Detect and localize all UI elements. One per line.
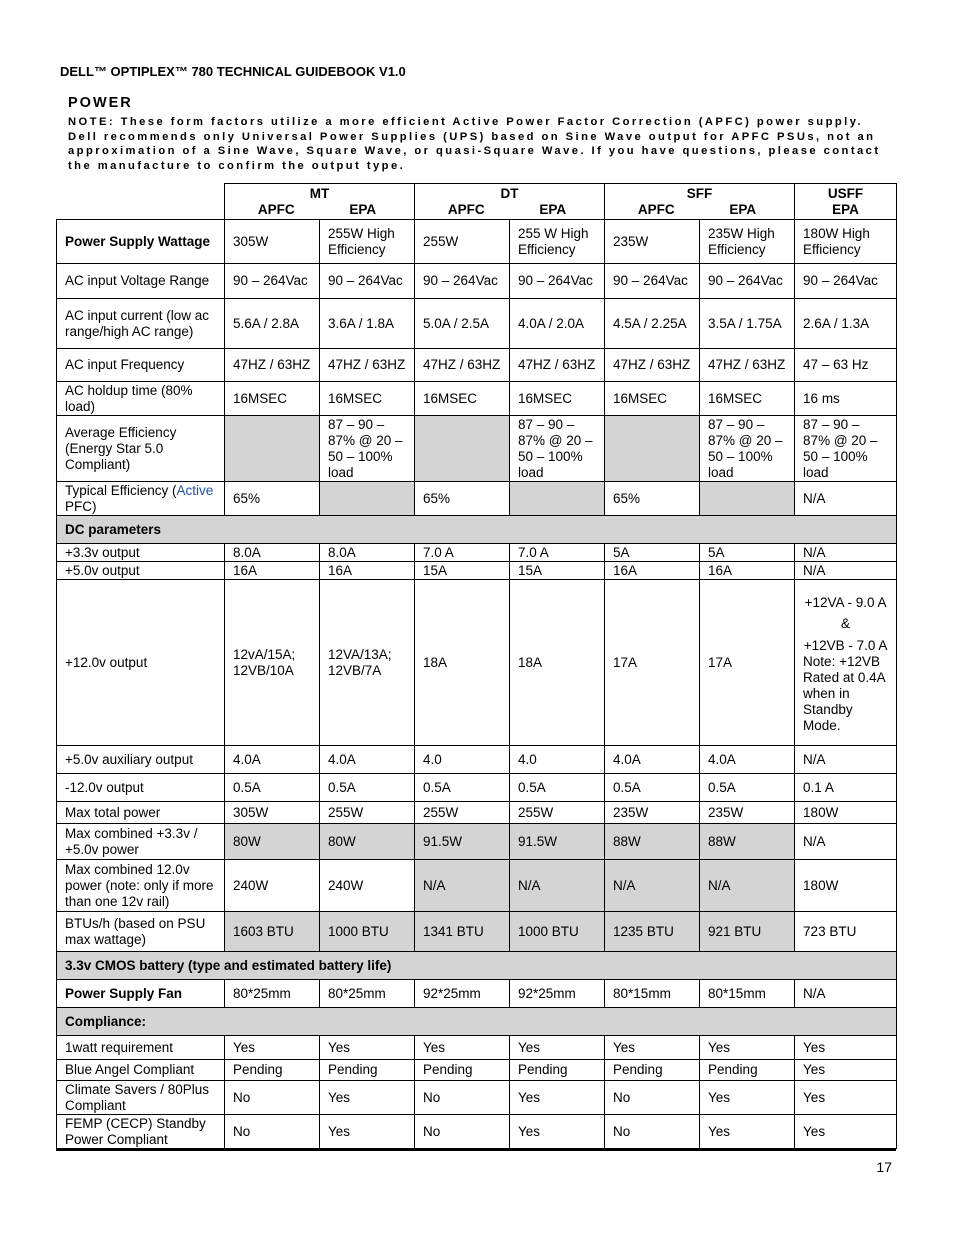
table-cell: 4.0 xyxy=(415,746,510,774)
table-row xyxy=(57,1115,897,1149)
table-header-row xyxy=(57,184,897,220)
section-row-dc-parameters xyxy=(57,516,897,544)
table-cell: 65% xyxy=(225,482,320,516)
table-cell xyxy=(320,482,415,516)
table-cell: 0.5A xyxy=(605,774,700,802)
table-row xyxy=(57,482,897,516)
table-cell: 90 – 264Vac xyxy=(225,264,320,299)
table-cell-usff-12v xyxy=(795,580,897,746)
table-cell: No xyxy=(415,1115,510,1149)
table-cell: 16A xyxy=(320,562,415,580)
row-label: BTUs/h (based on PSU max wattage) xyxy=(57,912,225,952)
table-cell: 47HZ / 63HZ xyxy=(605,349,700,382)
table-cell: 1341 BTU xyxy=(415,912,510,952)
table-cell: 305W xyxy=(225,220,320,264)
section-label: DC parameters xyxy=(57,516,897,544)
page-number: 17 xyxy=(876,1159,892,1175)
table-cell: 87 – 90 – 87% @ 20 – 50 – 100% load xyxy=(320,416,415,482)
table-cell: Pending xyxy=(415,1060,510,1081)
table-cell: 80*15mm xyxy=(605,980,700,1008)
table-cell: Yes xyxy=(320,1036,415,1060)
row-label: Average Efficiency (Energy Star 5.0 Compliant) xyxy=(57,416,225,482)
table-cell: 80*25mm xyxy=(320,980,415,1008)
table-row xyxy=(57,774,897,802)
table-cell: N/A xyxy=(795,544,897,562)
table-cell: 88W xyxy=(700,824,795,860)
section-row-compliance xyxy=(57,1008,897,1036)
table-cell: Yes xyxy=(415,1036,510,1060)
table-cell: 180W xyxy=(795,802,897,824)
table-cell: 255W xyxy=(320,802,415,824)
table-cell: No xyxy=(415,1081,510,1115)
table-cell: 0.1 A xyxy=(795,774,897,802)
table-cell: 16MSEC xyxy=(700,382,795,416)
table-cell: 65% xyxy=(605,482,700,516)
table-cell xyxy=(700,482,795,516)
table-cell: N/A xyxy=(795,824,897,860)
table-cell: 4.5A / 2.25A xyxy=(605,299,700,349)
header-blank-cell xyxy=(57,184,225,220)
table-cell: Yes xyxy=(605,1036,700,1060)
table-cell: 80*25mm xyxy=(225,980,320,1008)
table-row xyxy=(57,1036,897,1060)
table-cell: 0.5A xyxy=(510,774,605,802)
table-row xyxy=(57,562,897,580)
table-cell: 17A xyxy=(700,580,795,746)
table-cell: 90 – 264Vac xyxy=(700,264,795,299)
table-cell: 0.5A xyxy=(320,774,415,802)
table-cell: 255W xyxy=(415,802,510,824)
table-cell: 255W High Efficiency xyxy=(320,220,415,264)
table-row xyxy=(57,802,897,824)
table-cell: 87 – 90 – 87% @ 20 – 50 – 100% load xyxy=(700,416,795,482)
row-label: Max combined +3.3v / +5.0v power xyxy=(57,824,225,860)
table-cell: 235W High Efficiency xyxy=(700,220,795,264)
usff-12va-text: +12VA - 9.0 A & xyxy=(804,594,887,631)
row-label: Max total power xyxy=(57,802,225,824)
table-cell: 0.5A xyxy=(225,774,320,802)
table-row xyxy=(57,580,897,746)
table-cell: Yes xyxy=(510,1081,605,1115)
table-cell: 92*25mm xyxy=(510,980,605,1008)
header-group-mt xyxy=(225,184,415,220)
table-cell: 16A xyxy=(700,562,795,580)
power-spec-table xyxy=(56,183,897,1149)
table-cell: 723 BTU xyxy=(795,912,897,952)
table-cell: 921 BTU xyxy=(700,912,795,952)
table-cell: 87 – 90 – 87% @ 20 – 50 – 100% load xyxy=(795,416,897,482)
table-cell: 0.5A xyxy=(415,774,510,802)
table-cell: Pending xyxy=(225,1060,320,1081)
table-cell: 92*25mm xyxy=(415,980,510,1008)
table-cell: 65% xyxy=(415,482,510,516)
table-cell xyxy=(510,482,605,516)
table-cell: 1000 BTU xyxy=(510,912,605,952)
table-cell: 80*15mm xyxy=(700,980,795,1008)
table-cell: Yes xyxy=(795,1036,897,1060)
table-cell: Yes xyxy=(795,1115,897,1149)
table-cell: 16 ms xyxy=(795,382,897,416)
group-name: MT xyxy=(309,185,330,201)
table-cell: No xyxy=(605,1081,700,1115)
table-cell: 5.0A / 2.5A xyxy=(415,299,510,349)
sub-header: EPA xyxy=(729,201,757,217)
table-row xyxy=(57,264,897,299)
sub-header: EPA xyxy=(349,201,377,217)
table-cell: N/A xyxy=(700,860,795,912)
table-cell: Pending xyxy=(320,1060,415,1081)
table-cell: 4.0A / 2.0A xyxy=(510,299,605,349)
table-cell: No xyxy=(605,1115,700,1149)
table-row xyxy=(57,860,897,912)
row-label: +5.0v output xyxy=(57,562,225,580)
table-cell: 12vA/15A; 12VB/10A xyxy=(225,580,320,746)
table-cell: 3.6A / 1.8A xyxy=(320,299,415,349)
table-cell: 16MSEC xyxy=(320,382,415,416)
table-cell xyxy=(415,416,510,482)
row-label: AC holdup time (80% load) xyxy=(57,382,225,416)
table-cell: Yes xyxy=(700,1081,795,1115)
table-cell: 255 W High Efficiency xyxy=(510,220,605,264)
table-cell: 16MSEC xyxy=(225,382,320,416)
table-cell: 90 – 264Vac xyxy=(320,264,415,299)
table-cell: Yes xyxy=(320,1081,415,1115)
table-cell: 4.0A xyxy=(320,746,415,774)
table-cell: 4.0A xyxy=(605,746,700,774)
table-row xyxy=(57,1081,897,1115)
table-cell: 16A xyxy=(225,562,320,580)
header-group-dt xyxy=(415,184,605,220)
table-cell: 80W xyxy=(225,824,320,860)
table-cell: 12VA/13A; 12VB/7A xyxy=(320,580,415,746)
row-label: FEMP (CECP) Standby Power Compliant xyxy=(57,1115,225,1149)
table-cell: 240W xyxy=(225,860,320,912)
row-label: Power Supply Fan xyxy=(57,980,225,1008)
table-cell: 2.6A / 1.3A xyxy=(795,299,897,349)
row-label: 1watt requirement xyxy=(57,1036,225,1060)
usff-12vb-text: +12VB - 7.0 A xyxy=(803,637,888,653)
table-cell: 80W xyxy=(320,824,415,860)
table-cell: 16MSEC xyxy=(415,382,510,416)
table-cell: 15A xyxy=(415,562,510,580)
table-cell: N/A xyxy=(795,482,897,516)
table-cell: 3.5A / 1.75A xyxy=(700,299,795,349)
table-cell: 90 – 264Vac xyxy=(605,264,700,299)
row-label: -12.0v output xyxy=(57,774,225,802)
table-cell: 4.0A xyxy=(225,746,320,774)
usff-12vb-note: Note: +12VB Rated at 0.4A when in Standby Mode. xyxy=(803,653,885,733)
row-label: Climate Savers / 80Plus Compliant xyxy=(57,1081,225,1115)
row-label: AC input current (low ac range/high AC range) xyxy=(57,299,225,349)
table-cell: 180W High Efficiency xyxy=(795,220,897,264)
table-cell: 90 – 264Vac xyxy=(510,264,605,299)
table-cell: 18A xyxy=(415,580,510,746)
table-row xyxy=(57,416,897,482)
table-cell: Yes xyxy=(700,1036,795,1060)
document-header: DELL™ OPTIPLEX™ 780 TECHNICAL GUIDEBOOK V1.0 xyxy=(60,64,406,79)
section-label: 3.3v CMOS battery (type and estimated battery life) xyxy=(57,952,897,980)
table-cell: 8.0A xyxy=(225,544,320,562)
table-cell: 88W xyxy=(605,824,700,860)
table-cell xyxy=(605,416,700,482)
table-cell: 1603 BTU xyxy=(225,912,320,952)
table-row xyxy=(57,746,897,774)
section-label: Compliance: xyxy=(57,1008,897,1036)
apfc-note: NOTE: These form factors utilize a more efficient Active Power Factor Correction (APFC) power supply. Dell recommends only Universal Power Supplies (UPS) based on Sine Wave output for APFC PSUs, not an approximation of a Sine Wave, Square Wave, or quasi-Square Wave. If you have questions, please contact the manufacture to confirm the output type. xyxy=(68,116,881,172)
table-cell: No xyxy=(225,1081,320,1115)
table-cell: 5A xyxy=(605,544,700,562)
table-cell: 17A xyxy=(605,580,700,746)
table-cell: 47HZ / 63HZ xyxy=(225,349,320,382)
table-cell: 47HZ / 63HZ xyxy=(700,349,795,382)
table-cell: 15A xyxy=(510,562,605,580)
table-cell: N/A xyxy=(510,860,605,912)
footer-rule xyxy=(56,1149,896,1151)
table-cell: Yes xyxy=(510,1036,605,1060)
table-cell: 235W xyxy=(605,220,700,264)
row-label: AC input Voltage Range xyxy=(57,264,225,299)
table-cell: Yes xyxy=(320,1115,415,1149)
table-row xyxy=(57,980,897,1008)
group-name: DT xyxy=(500,185,519,201)
table-cell: Yes xyxy=(225,1036,320,1060)
table-cell: 5.6A / 2.8A xyxy=(225,299,320,349)
table-cell: 4.0 xyxy=(510,746,605,774)
table-cell: 16A xyxy=(605,562,700,580)
table-cell: N/A xyxy=(415,860,510,912)
table-cell: Yes xyxy=(795,1060,897,1081)
table-cell: No xyxy=(225,1115,320,1149)
sub-header: APFC xyxy=(637,201,675,217)
row-label: +5.0v auxiliary output xyxy=(57,746,225,774)
sub-header: EPA xyxy=(832,201,859,217)
row-label: Max combined 12.0v power (note: only if more than one 12v rail) xyxy=(57,860,225,912)
table-cell: 240W xyxy=(320,860,415,912)
sub-header: APFC xyxy=(447,201,485,217)
table-cell: 255W xyxy=(510,802,605,824)
table-cell: 235W xyxy=(605,802,700,824)
table-cell: 0.5A xyxy=(700,774,795,802)
table-cell: 91.5W xyxy=(510,824,605,860)
table-cell: 91.5W xyxy=(415,824,510,860)
table-cell: 4.0A xyxy=(700,746,795,774)
table-cell: 18A xyxy=(510,580,605,746)
table-cell: N/A xyxy=(795,980,897,1008)
table-cell: 8.0A xyxy=(320,544,415,562)
table-row xyxy=(57,382,897,416)
table-cell: 7.0 A xyxy=(415,544,510,562)
table-row xyxy=(57,349,897,382)
table-cell: 16MSEC xyxy=(510,382,605,416)
section-row-cmos xyxy=(57,952,897,980)
sub-header: EPA xyxy=(539,201,567,217)
group-name: USFF xyxy=(827,185,864,201)
header-group-sff xyxy=(605,184,795,220)
table-cell: Yes xyxy=(795,1081,897,1115)
table-cell: 90 – 264Vac xyxy=(415,264,510,299)
table-cell: 235W xyxy=(700,802,795,824)
row-label: Blue Angel Compliant xyxy=(57,1060,225,1081)
table-cell: 47HZ / 63HZ xyxy=(510,349,605,382)
table-cell xyxy=(225,416,320,482)
table-cell: 47HZ / 63HZ xyxy=(320,349,415,382)
table-cell: 180W xyxy=(795,860,897,912)
table-cell: 5A xyxy=(700,544,795,562)
table-cell: N/A xyxy=(795,746,897,774)
table-cell: 255W xyxy=(415,220,510,264)
table-cell: 16MSEC xyxy=(605,382,700,416)
table-cell: 7.0 A xyxy=(510,544,605,562)
row-label: +12.0v output xyxy=(57,580,225,746)
row-label: +3.3v output xyxy=(57,544,225,562)
table-cell: Pending xyxy=(510,1060,605,1081)
table-row xyxy=(57,824,897,860)
group-name: SFF xyxy=(686,185,713,201)
sub-header: APFC xyxy=(257,201,295,217)
table-cell: 47 – 63 Hz xyxy=(795,349,897,382)
table-cell: Pending xyxy=(605,1060,700,1081)
table-cell: 305W xyxy=(225,802,320,824)
header-group-usff xyxy=(795,184,897,220)
table-cell: 47HZ / 63HZ xyxy=(415,349,510,382)
table-row xyxy=(57,912,897,952)
table-cell: N/A xyxy=(795,562,897,580)
table-cell: Pending xyxy=(700,1060,795,1081)
table-cell: 90 – 264Vac xyxy=(795,264,897,299)
row-label: Typical Efficiency (Active PFC) xyxy=(57,482,225,516)
table-cell: N/A xyxy=(605,860,700,912)
table-cell: 87 – 90 – 87% @ 20 – 50 – 100% load xyxy=(510,416,605,482)
table-cell: Yes xyxy=(700,1115,795,1149)
table-row xyxy=(57,299,897,349)
table-cell: 1000 BTU xyxy=(320,912,415,952)
row-label: Power Supply Wattage xyxy=(57,220,225,264)
table-row xyxy=(57,220,897,264)
table-row xyxy=(57,1060,897,1081)
section-title: POWER xyxy=(68,95,133,111)
table-cell: Yes xyxy=(510,1115,605,1149)
row-label: AC input Frequency xyxy=(57,349,225,382)
table-cell: 1235 BTU xyxy=(605,912,700,952)
table-row xyxy=(57,544,897,562)
